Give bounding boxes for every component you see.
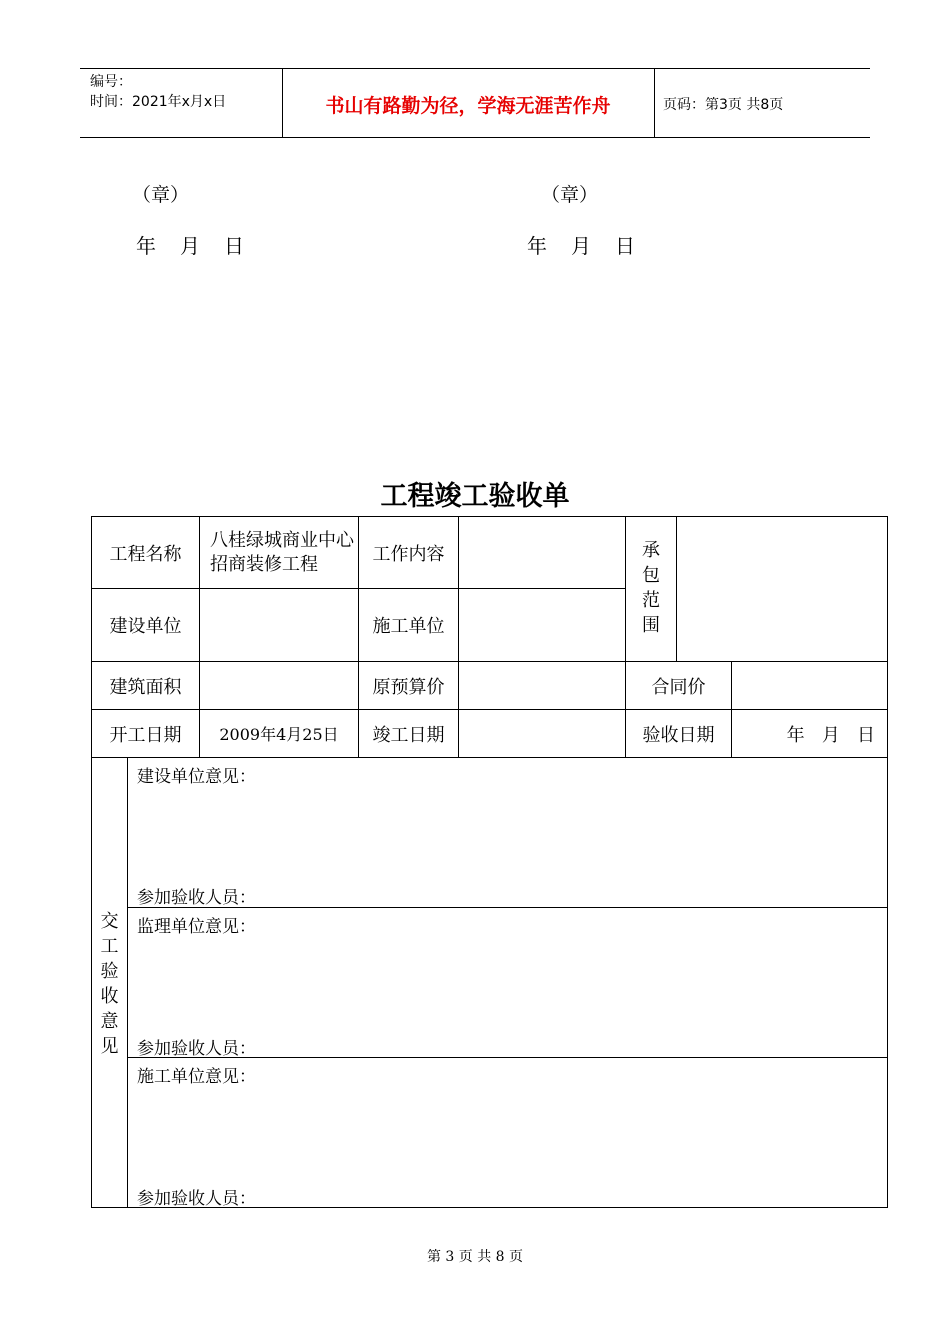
builder-label: 建设单位 [109, 616, 182, 637]
area-label: 建筑面积 [109, 676, 182, 698]
seal-left: （章） [132, 184, 190, 206]
year-label: 年 [136, 234, 156, 258]
supervisor-opinion-title: 监理单位意见： [137, 917, 256, 937]
project-name-value: 八桂绿城商业中心招商装修工程 [210, 529, 354, 575]
signature-date-left [136, 230, 268, 259]
document-header [80, 68, 870, 138]
motto-text: 书山有路勤为径，学海无涯苦作舟 [325, 95, 611, 117]
work-content-label: 工作内容 [372, 543, 445, 565]
start-date-label: 开工日期 [109, 724, 182, 746]
acceptance-date-value: 年 月 日 [786, 724, 875, 746]
project-name-label: 工程名称 [109, 543, 182, 565]
number-label: 编号： [90, 74, 132, 90]
scope-char: 包 [642, 565, 660, 586]
month-label: 月 [180, 234, 200, 258]
scope-char: 围 [642, 615, 660, 636]
footer-page-number: 第 3 页 共 8 页 [426, 1249, 524, 1265]
constructor-value [459, 589, 625, 661]
contract-price-label: 合同价 [651, 676, 706, 698]
handover-char: 见 [100, 1036, 119, 1057]
header-page-cell [655, 69, 870, 137]
time-label: 时间：2021年x月x日 [90, 94, 227, 110]
year-label: 年 [527, 234, 547, 258]
budget-value [459, 662, 625, 709]
acceptance-form-table [91, 516, 888, 1208]
builder-participants-label: 参加验收人员： [137, 888, 256, 908]
month-label: 月 [571, 234, 591, 258]
handover-opinion-label [92, 909, 127, 1059]
page-info: 页码：第3页 共8页 [663, 97, 784, 113]
acceptance-date-label: 验收日期 [642, 724, 715, 746]
scope-char: 范 [642, 590, 660, 611]
header-meta-cell [80, 69, 283, 137]
handover-char: 收 [100, 986, 119, 1007]
completion-date-value [459, 710, 625, 757]
builder-opinion-title: 建设单位意见： [137, 767, 256, 787]
area-value [200, 662, 358, 709]
handover-char: 意 [100, 1011, 119, 1032]
contract-price-value [732, 662, 887, 709]
work-content-value [459, 517, 625, 588]
signature-date-right [527, 230, 659, 259]
handover-char: 验 [100, 961, 119, 982]
supervisor-participants-label: 参加验收人员： [137, 1039, 256, 1059]
constructor-participants-label: 参加验收人员： [137, 1189, 256, 1209]
handover-char: 交 [100, 911, 119, 932]
start-date-value: 2009年4月25日 [219, 725, 339, 744]
form-title: 工程竣工验收单 [380, 481, 570, 512]
contract-scope-label [626, 538, 676, 638]
header-motto-cell [282, 69, 655, 137]
seal-right: （章） [541, 184, 599, 206]
budget-label: 原预算价 [372, 676, 445, 698]
builder-value [200, 589, 358, 661]
scope-char: 承 [642, 540, 660, 561]
handover-char: 工 [100, 936, 119, 957]
day-label: 日 [615, 234, 635, 258]
completion-date-label: 竣工日期 [372, 724, 445, 746]
constructor-opinion-title: 施工单位意见： [137, 1067, 256, 1087]
constructor-label: 施工单位 [372, 616, 445, 637]
day-label: 日 [224, 234, 244, 258]
